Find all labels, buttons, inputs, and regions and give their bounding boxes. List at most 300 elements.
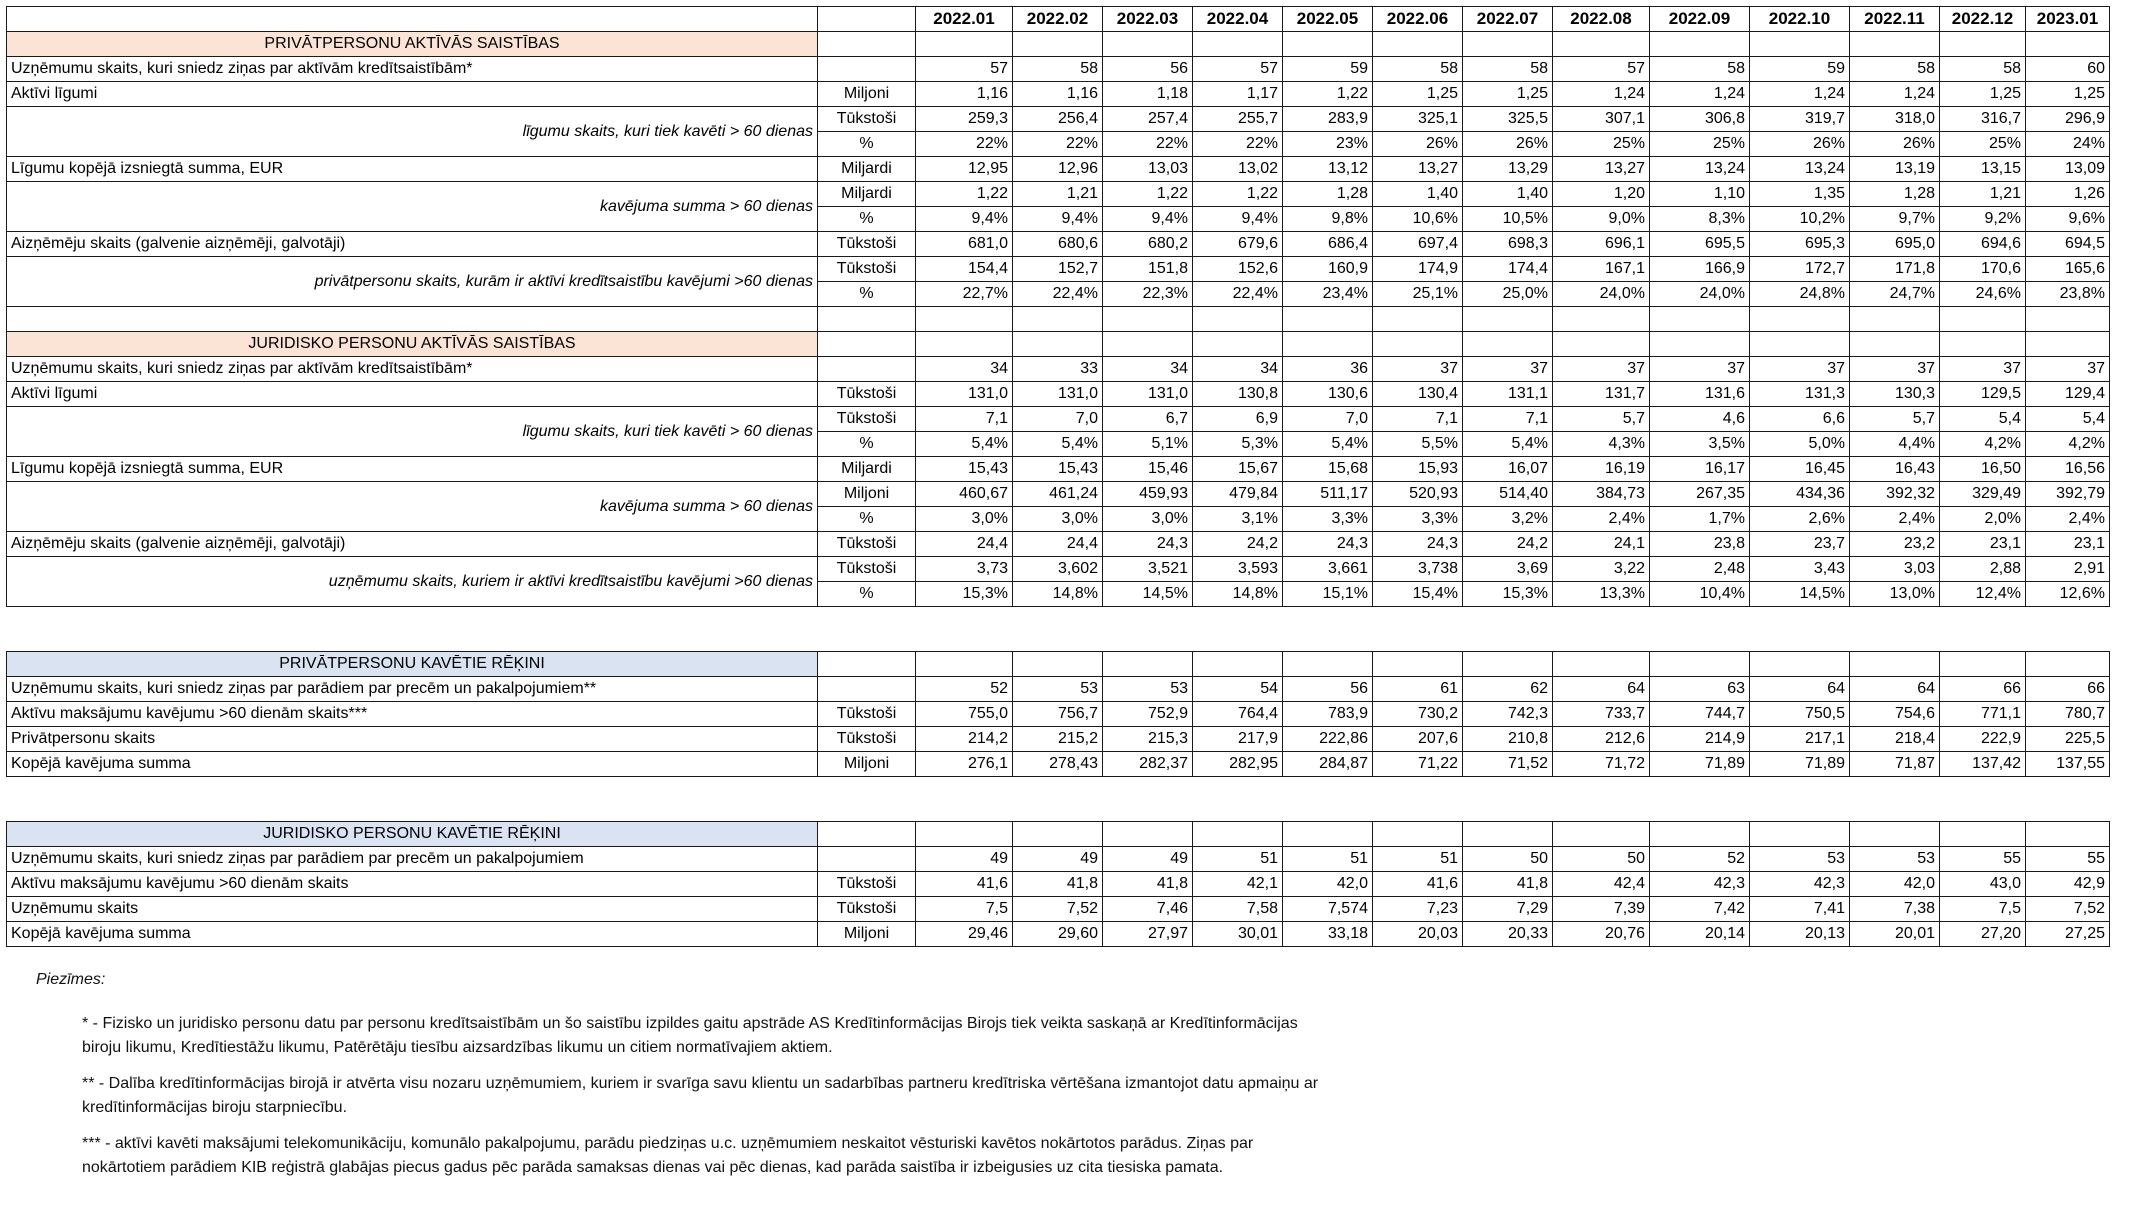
row-value: 13,02	[1193, 157, 1283, 182]
row-unit: Tūkstoši	[818, 257, 916, 282]
row-value: 15,3%	[1463, 582, 1553, 607]
row-value: 276,1	[916, 752, 1013, 777]
section-value-blank	[1373, 332, 1463, 357]
row-value: 52	[1650, 847, 1750, 872]
row-value: 329,49	[1940, 482, 2026, 507]
row-value: 13,3%	[1553, 582, 1650, 607]
row-value: 5,4%	[1283, 432, 1373, 457]
row-value: 42,3	[1750, 872, 1850, 897]
row-value: 2,4%	[1850, 507, 1940, 532]
period-header: 2022.11	[1850, 7, 1940, 32]
row-sublabel: privātpersonu skaits, kurām ir aktīvi kredītsaistību kavējumi >60 dienas	[7, 257, 818, 307]
period-header: 2022.04	[1193, 7, 1283, 32]
row-value: 3,03	[1850, 557, 1940, 582]
blank-value	[1463, 307, 1553, 332]
section-value-blank	[1463, 652, 1553, 677]
row-value: 24,3	[1103, 532, 1193, 557]
row-unit: %	[818, 282, 916, 307]
data-row	[7, 482, 2110, 507]
section-value-blank	[1940, 652, 2026, 677]
data-row	[7, 897, 2110, 922]
section-value-blank	[1193, 32, 1283, 57]
row-value: 7,23	[1373, 897, 1463, 922]
row-value: 7,39	[1553, 897, 1650, 922]
row-unit: %	[818, 432, 916, 457]
row-value: 60	[2026, 57, 2110, 82]
row-unit: %	[818, 132, 916, 157]
data-row	[7, 532, 2110, 557]
row-value: 33	[1013, 357, 1103, 382]
row-value: 13,29	[1463, 157, 1553, 182]
section-title: PRIVĀTPERSONU KAVĒTIE RĒĶINI	[7, 652, 818, 677]
row-value: 680,6	[1013, 232, 1103, 257]
row-value: 13,27	[1373, 157, 1463, 182]
row-value: 130,8	[1193, 382, 1283, 407]
row-value: 218,4	[1850, 727, 1940, 752]
row-value: 56	[1283, 677, 1373, 702]
row-label: Kopējā kavējuma summa	[7, 752, 818, 777]
notes-title: Piezīmes:	[36, 971, 106, 988]
data-row	[7, 557, 2110, 582]
section-unit-blank	[818, 332, 916, 357]
row-value: 460,67	[916, 482, 1013, 507]
row-value: 681,0	[916, 232, 1013, 257]
row-value: 316,7	[1940, 107, 2026, 132]
row-value: 24,2	[1193, 532, 1283, 557]
section-value-blank	[1463, 332, 1553, 357]
row-value: 23,7	[1750, 532, 1850, 557]
row-value: 3,69	[1463, 557, 1553, 582]
row-value: 58	[1650, 57, 1750, 82]
row-value: 3,22	[1553, 557, 1650, 582]
row-value: 58	[1373, 57, 1463, 82]
row-value: 3,521	[1103, 557, 1193, 582]
row-value: 71,89	[1650, 752, 1750, 777]
row-sublabel: kavējuma summa > 60 dienas	[7, 482, 818, 532]
section-value-blank	[1553, 652, 1650, 677]
row-value: 58	[1940, 57, 2026, 82]
row-value: 13,27	[1553, 157, 1650, 182]
row-value: 50	[1463, 847, 1553, 872]
section-value-blank	[1013, 822, 1103, 847]
section-value-blank	[1103, 32, 1193, 57]
row-value: 13,03	[1103, 157, 1193, 182]
spacer-cell	[7, 607, 2110, 630]
row-value: 282,95	[1193, 752, 1283, 777]
row-value: 16,50	[1940, 457, 2026, 482]
row-value: 1,28	[1850, 182, 1940, 207]
row-value: 137,55	[2026, 752, 2110, 777]
row-value: 3,1%	[1193, 507, 1283, 532]
row-sublabel: līgumu skaits, kuri tiek kavēti > 60 dienas	[7, 107, 818, 157]
period-header: 2022.01	[916, 7, 1013, 32]
section-value-blank	[2026, 822, 2110, 847]
row-value: 14,8%	[1193, 582, 1283, 607]
section-value-blank	[916, 822, 1013, 847]
section-unit-blank	[818, 652, 916, 677]
row-value: 392,32	[1850, 482, 1940, 507]
data-row	[7, 257, 2110, 282]
section-value-blank	[1650, 822, 1750, 847]
credit-statistics-table	[6, 6, 2110, 947]
row-value: 20,14	[1650, 922, 1750, 947]
row-value: 174,4	[1463, 257, 1553, 282]
row-value: 25%	[1553, 132, 1650, 157]
section-value-blank	[1940, 32, 2026, 57]
row-value: 7,574	[1283, 897, 1373, 922]
section-value-blank	[1283, 332, 1373, 357]
row-value: 384,73	[1553, 482, 1650, 507]
row-value: 1,22	[916, 182, 1013, 207]
data-row	[7, 677, 2110, 702]
section-header-row	[7, 652, 2110, 677]
row-value: 172,7	[1750, 257, 1850, 282]
row-value: 2,4%	[1553, 507, 1650, 532]
row-value: 22%	[916, 132, 1013, 157]
row-value: 764,4	[1193, 702, 1283, 727]
row-value: 129,4	[2026, 382, 2110, 407]
row-value: 319,7	[1750, 107, 1850, 132]
row-value: 15,67	[1193, 457, 1283, 482]
row-value: 14,8%	[1013, 582, 1103, 607]
row-unit: Tūkstoši	[818, 897, 916, 922]
row-unit: Miljoni	[818, 922, 916, 947]
row-value: 680,2	[1103, 232, 1193, 257]
row-value: 66	[2026, 677, 2110, 702]
blank-value	[1940, 307, 2026, 332]
row-value: 26%	[1850, 132, 1940, 157]
section-value-blank	[1013, 332, 1103, 357]
row-value: 744,7	[1650, 702, 1750, 727]
row-value: 165,6	[2026, 257, 2110, 282]
period-header: 2022.09	[1650, 7, 1750, 32]
row-label: Kopējā kavējuma summa	[7, 922, 818, 947]
row-value: 29,60	[1013, 922, 1103, 947]
row-value: 41,8	[1463, 872, 1553, 897]
row-value: 56	[1103, 57, 1193, 82]
section-title: JURIDISKO PERSONU AKTĪVĀS SAISTĪBAS	[7, 332, 818, 357]
row-value: 733,7	[1553, 702, 1650, 727]
statistics-sheet	[6, 6, 2110, 947]
row-value: 130,4	[1373, 382, 1463, 407]
spacer-row	[7, 799, 2110, 822]
section-value-blank	[1013, 652, 1103, 677]
row-value: 166,9	[1650, 257, 1750, 282]
row-value: 8,3%	[1650, 207, 1750, 232]
row-value: 131,0	[1013, 382, 1103, 407]
row-value: 255,7	[1193, 107, 1283, 132]
row-value: 2,91	[2026, 557, 2110, 582]
row-value: 53	[1850, 847, 1940, 872]
row-value: 154,4	[916, 257, 1013, 282]
row-value: 25%	[1940, 132, 2026, 157]
row-value: 1,25	[1463, 82, 1553, 107]
row-value: 63	[1650, 677, 1750, 702]
row-value: 282,37	[1103, 752, 1193, 777]
row-value: 42,0	[1283, 872, 1373, 897]
row-value: 53	[1103, 677, 1193, 702]
row-sublabel: kavējuma summa > 60 dienas	[7, 182, 818, 232]
section-value-blank	[1650, 32, 1750, 57]
row-value: 2,6%	[1750, 507, 1850, 532]
row-value: 27,97	[1103, 922, 1193, 947]
section-unit-blank	[818, 822, 916, 847]
period-header: 2022.10	[1750, 7, 1850, 32]
row-value: 6,6	[1750, 407, 1850, 432]
row-value: 24,7%	[1850, 282, 1940, 307]
row-value: 174,9	[1373, 257, 1463, 282]
row-value: 2,88	[1940, 557, 2026, 582]
row-value: 10,6%	[1373, 207, 1463, 232]
row-value: 20,01	[1850, 922, 1940, 947]
row-value: 34	[916, 357, 1013, 382]
row-value: 1,24	[1750, 82, 1850, 107]
row-value: 152,7	[1013, 257, 1103, 282]
row-value: 24,0%	[1650, 282, 1750, 307]
row-value: 1,16	[1013, 82, 1103, 107]
header-blank-label	[7, 7, 818, 32]
row-value: 214,9	[1650, 727, 1750, 752]
row-value: 151,8	[1103, 257, 1193, 282]
section-value-blank	[2026, 32, 2110, 57]
section-value-blank	[1193, 822, 1283, 847]
row-value: 23,1	[1940, 532, 2026, 557]
row-value: 71,22	[1373, 752, 1463, 777]
row-unit: Miljoni	[818, 82, 916, 107]
row-value: 1,25	[2026, 82, 2110, 107]
row-value: 34	[1193, 357, 1283, 382]
row-value: 16,45	[1750, 457, 1850, 482]
row-value: 43,0	[1940, 872, 2026, 897]
row-value: 37	[2026, 357, 2110, 382]
blank-value	[1283, 307, 1373, 332]
row-label: Uzņēmumu skaits, kuri sniedz ziņas par parādiem par precēm un pakalpojumiem**	[7, 677, 818, 702]
row-value: 24,8%	[1750, 282, 1850, 307]
row-value: 130,3	[1850, 382, 1940, 407]
row-unit: Tūkstoši	[818, 232, 916, 257]
blank-value	[1193, 307, 1283, 332]
row-value: 1,25	[1940, 82, 2026, 107]
row-label: Privātpersonu skaits	[7, 727, 818, 752]
row-sublabel: uzņēmumu skaits, kuriem ir aktīvi kredītsaistību kavējumi >60 dienas	[7, 557, 818, 607]
row-value: 42,1	[1193, 872, 1283, 897]
section-header-row	[7, 822, 2110, 847]
row-value: 752,9	[1103, 702, 1193, 727]
blank-value	[2026, 307, 2110, 332]
row-value: 3,3%	[1373, 507, 1463, 532]
section-value-blank	[1103, 652, 1193, 677]
row-value: 1,17	[1193, 82, 1283, 107]
row-unit: Tūkstoši	[818, 702, 916, 727]
row-value: 783,9	[1283, 702, 1373, 727]
row-value: 3,738	[1373, 557, 1463, 582]
row-value: 1,7%	[1650, 507, 1750, 532]
row-value: 4,2%	[1940, 432, 2026, 457]
row-value: 20,33	[1463, 922, 1553, 947]
data-row	[7, 922, 2110, 947]
header-row	[7, 7, 2110, 32]
row-value: 318,0	[1850, 107, 1940, 132]
row-value: 12,96	[1013, 157, 1103, 182]
row-value: 284,87	[1283, 752, 1373, 777]
row-value: 37	[1750, 357, 1850, 382]
row-value: 215,2	[1013, 727, 1103, 752]
row-value: 22,7%	[916, 282, 1013, 307]
row-value: 22%	[1013, 132, 1103, 157]
row-value: 1,22	[1283, 82, 1373, 107]
row-value: 3,0%	[1013, 507, 1103, 532]
row-value: 131,1	[1463, 382, 1553, 407]
row-value: 59	[1750, 57, 1850, 82]
row-value: 57	[1193, 57, 1283, 82]
row-label: Aktīvi līgumi	[7, 382, 818, 407]
row-value: 695,5	[1650, 232, 1750, 257]
blank-value	[1103, 307, 1193, 332]
row-value: 4,6	[1650, 407, 1750, 432]
row-value: 20,76	[1553, 922, 1650, 947]
row-value: 137,42	[1940, 752, 2026, 777]
row-unit: Tūkstoši	[818, 557, 916, 582]
period-header: 2022.08	[1553, 7, 1650, 32]
row-unit: %	[818, 582, 916, 607]
row-value: 771,1	[1940, 702, 2026, 727]
row-value: 37	[1940, 357, 2026, 382]
row-value: 5,4%	[1463, 432, 1553, 457]
section-value-blank	[1463, 822, 1553, 847]
row-value: 33,18	[1283, 922, 1373, 947]
period-header: 2022.05	[1283, 7, 1373, 32]
row-value: 1,10	[1650, 182, 1750, 207]
blank-label	[7, 307, 818, 332]
row-value: 3,0%	[916, 507, 1013, 532]
row-value: 1,22	[1103, 182, 1193, 207]
row-value: 514,40	[1463, 482, 1553, 507]
section-value-blank	[916, 652, 1013, 677]
row-value: 49	[916, 847, 1013, 872]
row-value: 3,3%	[1283, 507, 1373, 532]
row-value: 479,84	[1193, 482, 1283, 507]
row-value: 754,6	[1850, 702, 1940, 727]
row-value: 160,9	[1283, 257, 1373, 282]
row-value: 3,43	[1750, 557, 1850, 582]
row-value: 64	[1553, 677, 1650, 702]
row-value: 7,38	[1850, 897, 1940, 922]
spacer-cell	[7, 777, 2110, 800]
row-value: 3,593	[1193, 557, 1283, 582]
period-header: 2023.01	[2026, 7, 2110, 32]
row-value: 461,24	[1013, 482, 1103, 507]
section-value-blank	[1553, 32, 1650, 57]
period-header: 2022.02	[1013, 7, 1103, 32]
section-value-blank	[1283, 652, 1373, 677]
section-value-blank	[2026, 652, 2110, 677]
row-value: 10,2%	[1750, 207, 1850, 232]
row-value: 36	[1283, 357, 1373, 382]
row-value: 29,46	[916, 922, 1013, 947]
row-value: 9,2%	[1940, 207, 2026, 232]
row-value: 1,16	[916, 82, 1013, 107]
section-value-blank	[1553, 332, 1650, 357]
row-value: 64	[1750, 677, 1850, 702]
row-value: 42,0	[1850, 872, 1940, 897]
blank-value	[1650, 307, 1750, 332]
row-value: 1,21	[1013, 182, 1103, 207]
row-value: 26%	[1463, 132, 1553, 157]
row-label: Uzņēmumu skaits, kuri sniedz ziņas par aktīvām kredītsaistībām*	[7, 57, 818, 82]
row-value: 1,20	[1553, 182, 1650, 207]
section-value-blank	[916, 32, 1013, 57]
row-value: 694,5	[2026, 232, 2110, 257]
section-value-blank	[1750, 652, 1850, 677]
row-value: 9,4%	[1013, 207, 1103, 232]
row-value: 225,5	[2026, 727, 2110, 752]
row-unit: Miljoni	[818, 482, 916, 507]
row-value: 62	[1463, 677, 1553, 702]
row-value: 42,3	[1650, 872, 1750, 897]
row-value: 171,8	[1850, 257, 1940, 282]
row-value: 34	[1103, 357, 1193, 382]
row-value: 23,2	[1850, 532, 1940, 557]
section-value-blank	[1373, 822, 1463, 847]
blank-value	[916, 307, 1013, 332]
row-value: 25%	[1650, 132, 1750, 157]
blank-value	[1850, 307, 1940, 332]
row-value: 1,18	[1103, 82, 1193, 107]
data-row	[7, 752, 2110, 777]
row-unit: %	[818, 507, 916, 532]
row-value: 7,1	[1463, 407, 1553, 432]
section-value-blank	[1013, 32, 1103, 57]
row-label: Aktīvu maksājumu kavējumu >60 dienām skaits	[7, 872, 818, 897]
section-value-blank	[2026, 332, 2110, 357]
row-value: 15,43	[1013, 457, 1103, 482]
row-value: 695,3	[1750, 232, 1850, 257]
row-value: 780,7	[2026, 702, 2110, 727]
row-value: 23,1	[2026, 532, 2110, 557]
row-value: 13,09	[2026, 157, 2110, 182]
row-value: 152,6	[1193, 257, 1283, 282]
row-value: 41,8	[1013, 872, 1103, 897]
row-value: 12,4%	[1940, 582, 2026, 607]
row-value: 259,3	[916, 107, 1013, 132]
row-value: 756,7	[1013, 702, 1103, 727]
section-value-blank	[1650, 332, 1750, 357]
row-value: 3,5%	[1650, 432, 1750, 457]
row-value: 267,35	[1650, 482, 1750, 507]
note-2: ** - Dalība kredītinformācijas birojā ir atvērta visu nozaru uzņēmumiem, kuriem ir svarīga savu klientu un sadarbības partneru kredītriska vērtēšana izmantojot datu apmaiņu ar kredītinformācijas biroju starpniecību.	[82, 1075, 1319, 1116]
row-unit	[818, 677, 916, 702]
row-value: 2,48	[1650, 557, 1750, 582]
row-value: 37	[1553, 357, 1650, 382]
row-value: 25,1%	[1373, 282, 1463, 307]
row-value: 54	[1193, 677, 1283, 702]
row-value: 53	[1750, 847, 1850, 872]
row-value: 13,24	[1650, 157, 1750, 182]
row-value: 459,93	[1103, 482, 1193, 507]
row-value: 698,3	[1463, 232, 1553, 257]
row-value: 37	[1850, 357, 1940, 382]
row-value: 131,3	[1750, 382, 1850, 407]
data-row	[7, 847, 2110, 872]
section-value-blank	[1850, 652, 1940, 677]
data-row	[7, 82, 2110, 107]
data-row	[7, 357, 2110, 382]
row-value: 9,4%	[1103, 207, 1193, 232]
row-value: 755,0	[916, 702, 1013, 727]
row-value: 7,41	[1750, 897, 1850, 922]
row-value: 16,07	[1463, 457, 1553, 482]
row-value: 7,52	[1013, 897, 1103, 922]
